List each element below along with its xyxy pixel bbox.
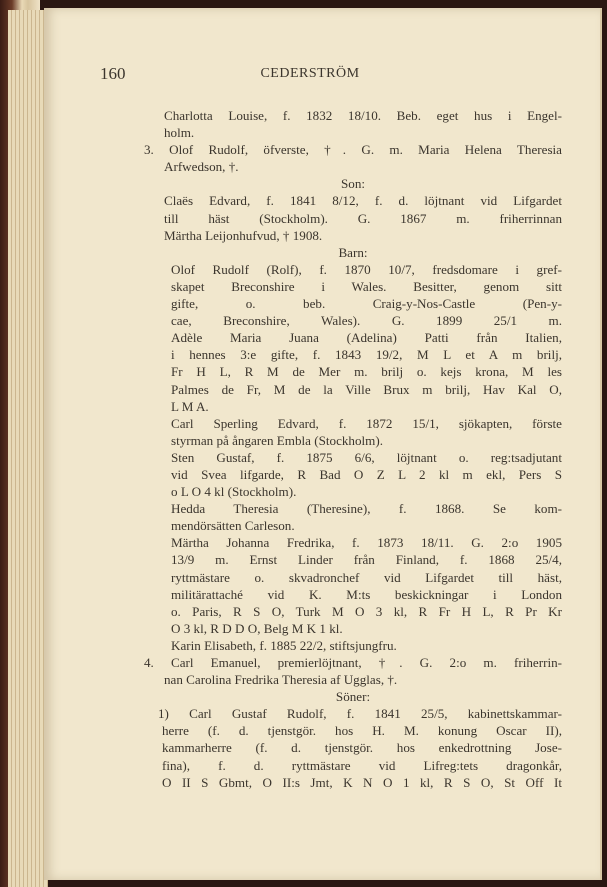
text-line: mendörsätten Carleson. (171, 518, 295, 534)
text-line: Son: (340, 176, 365, 192)
text-line: Olof Rudolf (Rolf), f. 1870 10/7, fredsdomare i gref- (171, 261, 562, 277)
body-text (144, 107, 562, 791)
text-line: 4. Carl Emanuel, premierlöjtnant, †. G. 2:o m. friherrin- (144, 655, 562, 670)
text-line: 3. Olof Rudolf, öfverste, †. G. m. Maria Helena Theresia (144, 142, 562, 158)
text-line: Barn: (338, 244, 368, 260)
text-line: styrman på ångaren Embla (Stockholm). (171, 432, 383, 448)
text-line: 1) Carl Gustaf Rudolf, f. 1841 25/5, kabinettskammar- (158, 706, 562, 722)
text-line: Adèle Maria Juana (Adelina) Patti från Italien, (171, 330, 562, 346)
text-line: o. Paris, R S O, Turk M O 3 kl, R Fr H L, R Pr Kr (171, 603, 562, 619)
page-number: 160 (100, 64, 126, 83)
text-line: Carl Sperling Edvard, f. 1872 15/1, sjökapten, förste (171, 415, 562, 431)
text-line: ryttmästare o. skvadronchef vid Lifgardet till häst, (171, 569, 562, 585)
text-line: gifte, o. beb. Craig-y-Nos-Castle (Pen-y- (171, 296, 562, 312)
text-line: holm. (164, 125, 195, 141)
text-line: Charlotta Louise, f. 1832 18/10. Beb. eget hus i Engel- (164, 108, 562, 123)
text-line: Palmes de Fr, M de la Ville Brux m brilj, Hav Kal O, (171, 381, 562, 397)
text-line: i hennes 3:e gifte, f. 1843 19/2, M L et A m brilj, (171, 347, 562, 363)
text-line: Söner: (335, 689, 371, 705)
text-line: Märtha Johanna Fredrika, f. 1873 18/11. G. 2:o 1905 (171, 535, 562, 551)
text-line: nan Carolina Fredrika Theresia af Ugglas, †. (164, 672, 398, 688)
page-header (100, 64, 520, 88)
page-edges (8, 10, 48, 887)
text-line: cae, Breconshire, Wales). G. 1899 25/1 m. (171, 313, 562, 329)
text-line: O 3 kl, R D D O, Belg M K 1 kl. (171, 620, 343, 636)
text-line: herre (f. d. tjenstgör. hos H. M. konung Oscar II), (162, 723, 562, 739)
text-line: till häst (Stockholm). G. 1867 m. friherrinnan (164, 210, 562, 226)
text-line: 13/9 m. Ernst Linder från Finland, f. 1868 25/4, (171, 552, 562, 568)
text-line: Hedda Theresia (Theresine), f. 1868. Se kom- (171, 501, 562, 517)
text-line: militärattaché vid K. M:ts beskickningar i London (171, 586, 562, 602)
text-line: Karin Elisabeth, f. 1885 22/2, stiftsjungfru. (171, 637, 397, 653)
text-line: O II S Gbmt, O II:s Jmt, K N O 1 kl, R S O, St Off It (162, 774, 562, 790)
text-line: Fr H L, R M de Mer m. brilj o. kejs krona, M les (171, 364, 562, 380)
text-line: fina), f. d. ryttmästare vid Lifreg:tets dragonkår, (162, 757, 562, 773)
text-line: o L O 4 kl (Stockholm). (171, 484, 297, 500)
text-line: Claës Edvard, f. 1841 8/12, f. d. löjtnant vid Lifgardet (164, 193, 562, 209)
running-title: CEDERSTRÖM (260, 66, 360, 81)
text-line: kammarherre (f. d. tjenstgör. hos enkedrottning Jose- (162, 740, 562, 756)
text-line: Märtha Leijonhufvud, † 1908. (164, 227, 323, 243)
text-line: skapet Breconshire i Wales. Besitter, genom sitt (171, 278, 562, 294)
text-line: Sten Gustaf, f. 1875 6/6, löjtnant o. reg:tsadjutant (171, 449, 562, 465)
text-line: vid Svea lifgarde, R Bad O Z L 2 kl m ekl, Pers S (171, 466, 562, 482)
text-line: Arfwedson, †. (164, 159, 239, 175)
text-line: L M A. (171, 398, 209, 414)
